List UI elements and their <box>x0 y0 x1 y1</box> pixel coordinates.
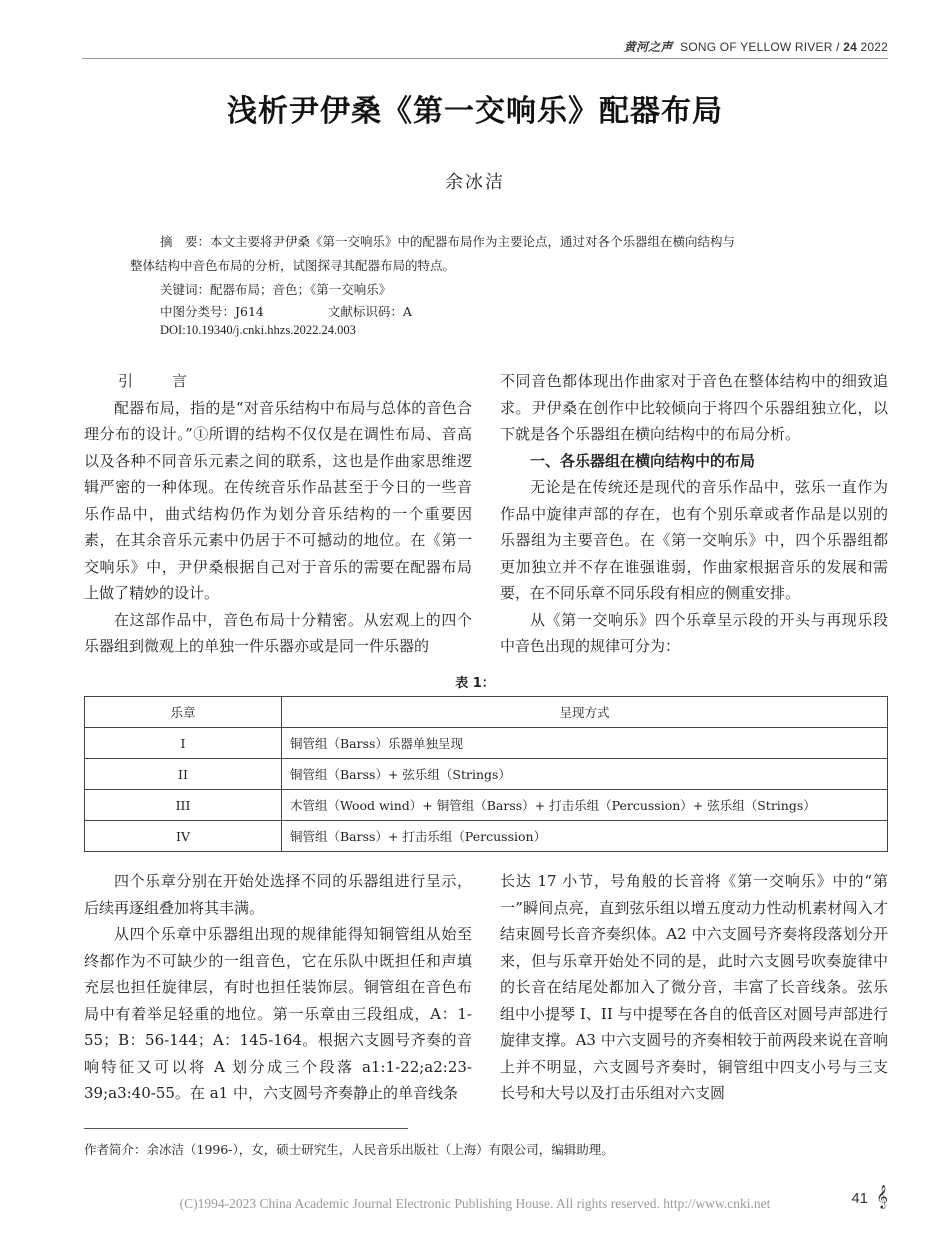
table-row <box>85 790 888 821</box>
abstract-line-1: 摘 要：本文主要将尹伊桑《第一交响乐》中的配器布局作为主要论点，通过对各个乐器组在横向结构与 <box>160 234 736 249</box>
journal-header <box>624 38 888 55</box>
section-heading: 一、各乐器组在横向结构中的布局 <box>530 451 756 470</box>
page-number: 41 <box>851 1190 868 1207</box>
body-paragraph: 配器布局，指的是“对音乐结构中布局与总体的音色合理分布的设计。”①所谓的结构不仅仅是在调性布局、音高以及各种不同音乐元素之间的联系，这也是作曲家思维逻辑严密的一种体现。在传统音乐作品甚至于今日的一些音乐作品中，曲式结构仍作为划分音乐结构的一个重要因素，在其余音乐元素中仍居于不可撼动的地位。在《第一交响乐》中，尹伊桑根据自己对于音乐的需要在配器布局上做了精妙的设计。 <box>84 398 472 602</box>
treble-clef-icon: 𝄞 <box>876 1186 888 1208</box>
keywords: 关键词：配器布局；音色；《第一交响乐》 <box>160 282 392 297</box>
body-paragraph: 从《第一交响乐》四个乐章呈示段的开头与再现乐段中音色出现的规律可分为： <box>500 610 888 655</box>
body-paragraph-continued: 不同音色都体现出作曲家对于音色在整体结构中的细致追求。尹伊桑在创作中比较倾向于将四个乐器组独立化，以下就是各个乐器组在横向结构中的布局分析。 <box>500 372 888 443</box>
table-header-movement: 乐章 <box>85 697 282 728</box>
header-divider <box>82 58 888 59</box>
table-cell-presentation: 铜管组（Barss）乐器单独呈现 <box>282 728 888 759</box>
intro-heading: 引 言 <box>118 372 200 390</box>
classification-number: 中图分类号：J614 <box>160 304 264 319</box>
table-cell-presentation: 木管组（Wood wind）+ 铜管组（Barss）+ 打击乐组（Percussion）+ 弦乐组（Strings） <box>282 790 888 821</box>
right-column-lower <box>500 868 888 1107</box>
author-footnote: 作者简介：余冰洁（1996-），女，硕士研究生，人民音乐出版社（上海）有限公司，编辑助理。 <box>84 1142 614 1157</box>
table-row <box>85 728 888 759</box>
table-cell-movement: III <box>85 790 282 821</box>
table-row <box>85 821 888 852</box>
body-paragraph: 四个乐章分别在开始处选择不同的乐器组进行呈示，后续再逐组叠加将其丰满。 <box>84 872 472 917</box>
table-cell-movement: I <box>85 728 282 759</box>
table-cell-presentation: 铜管组（Barss）+ 弦乐组（Strings） <box>282 759 888 790</box>
body-paragraph: 在这部作品中，音色布局十分精密。从宏观上的四个乐器组到微观上的单独一件乐器亦或是同一件乐器的 <box>84 610 472 655</box>
body-paragraph: 无论是在传统还是现代的音乐作品中，弦乐一直作为作品中旋律声部的存在，也有个别乐章或者作品是以别的乐器组为主要音色。在《第一交响乐》中，四个乐器组都更加独立并不存在谁强谁弱，作曲家根据音乐的发展和需要，在不同乐章不同乐段有相应的侧重安排。 <box>500 478 888 602</box>
table-cell-movement: IV <box>85 821 282 852</box>
table-header-presentation: 呈现方式 <box>282 697 888 728</box>
abstract-line-2: 整体结构中音色布局的分析，试图探寻其配器布局的特点。 <box>130 258 456 273</box>
journal-year: 2022 <box>860 40 888 54</box>
journal-issue: 24 <box>843 40 857 54</box>
table-row <box>85 759 888 790</box>
left-column-lower <box>84 868 472 1107</box>
left-column-upper <box>84 368 472 660</box>
classification-line <box>160 302 412 320</box>
doi: DOI:10.19340/j.cnki.hhzs.2022.24.003 <box>160 323 356 337</box>
movement-table <box>84 696 888 852</box>
copyright-watermark: (C)1994-2023 China Academic Journal Electronic Publishing House. All rights reserved. http://www.cnki.net <box>179 1196 771 1211</box>
journal-name: SONG OF YELLOW RIVER / <box>680 40 840 54</box>
footnote-divider <box>84 1128 408 1129</box>
document-code: 文献标识码：A <box>327 304 412 319</box>
journal-logo: 黄河之声 <box>623 40 673 54</box>
page-number-block <box>851 1186 888 1209</box>
paper-title: 浅析尹伊桑《第一交响乐》配器布局 <box>227 94 723 129</box>
table-caption: 表 1： <box>455 676 495 691</box>
body-paragraph-continued: 长达 17 小节，号角般的长音将《第一交响乐》中的“第一”瞬间点亮，直到弦乐组以增五度动力性动机素材闯入才结束圆号长音齐奏织体。A2 中六支圆号齐奏将段落划分开来，但与乐章开始处不同的是，此时六支圆号吹奏旋律中的长音在结尾处都加入了微分音，丰富了长音线条。弦乐组中小提琴 I、II 与中提琴在各自的低音区对圆号声部进行旋律支撑。A3 中六支圆号的齐奏相较于前两段来说在音响上并不明显，六支圆号齐奏时，铜管组中四支小号与三支长号和大号以及打击乐组对六支圆 <box>500 872 888 1102</box>
paper-author: 余冰洁 <box>445 172 505 193</box>
right-column-upper <box>500 368 888 660</box>
body-paragraph: 从四个乐章中乐器组出现的规律能得知铜管组从始至终都作为不可缺少的一组音色，它在乐队中既担任和声填充层也担任旋律层，有时也担任装饰层。铜管组在音色布局中有着举足轻重的地位。第一乐章由三段组成，A：1-55；B：56-144；A：145-164。根据六支圆号齐奏的音响特征又可以将 A 划分成三个段落 a1:1-22;a2:23-39;a3:40-55。在 a1 中，六支圆号齐奏静止的单音线条 <box>84 925 472 1102</box>
table-cell-presentation: 铜管组（Barss）+ 打击乐组（Percussion） <box>282 821 888 852</box>
table-header-row <box>85 697 888 728</box>
table-cell-movement: II <box>85 759 282 790</box>
